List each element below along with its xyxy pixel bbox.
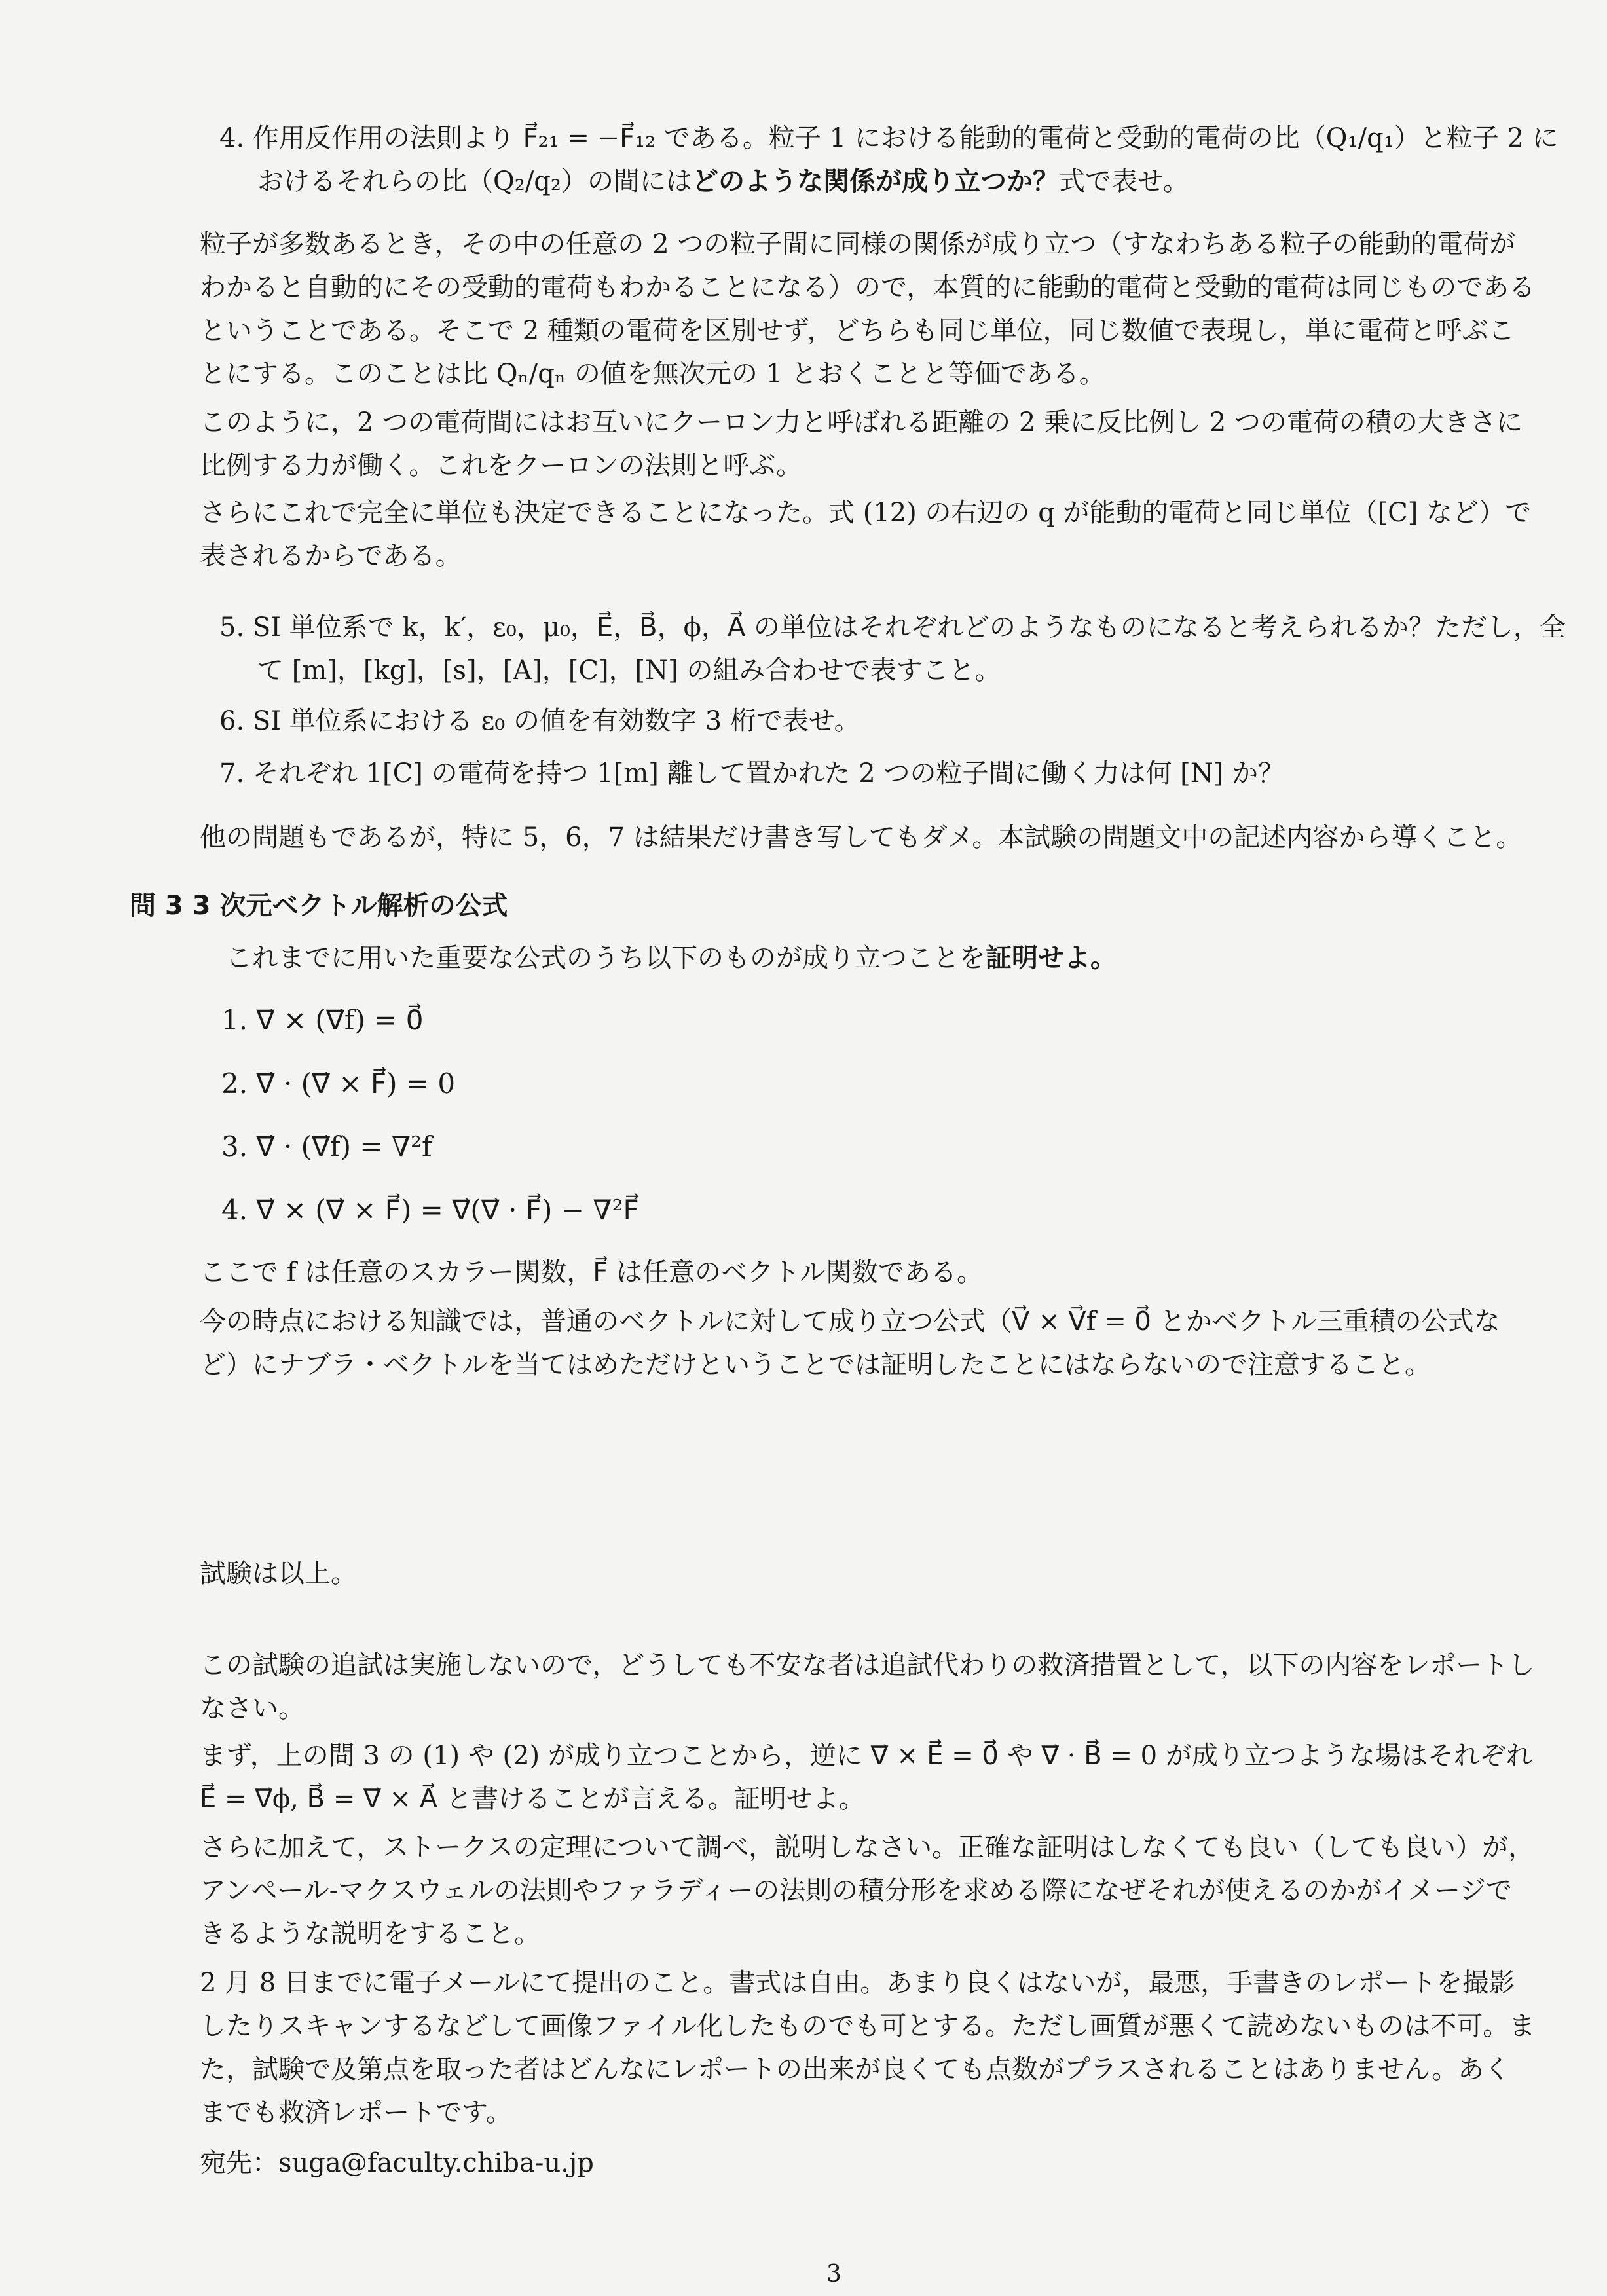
formula-4: 4. ∇⃗ × (∇⃗ × F⃗) = ∇⃗(∇⃗ · F⃗) − ∇²F⃗ bbox=[221, 1194, 639, 1226]
item-4-text-end: 式で表せ。 bbox=[1058, 166, 1189, 196]
formula-caution: 今の時点における知識では，普通のベクトルに対して成り立つ公式（V⃗ × V⃗f = 0⃗ とかベクトル三重積の公式など）にナブラ・ベクトルを当てはめただけということでは証明したことにはならないので注意すること。 bbox=[200, 1306, 1500, 1380]
question-3-title: 問 3 3 次元ベクトル解析の公式 bbox=[130, 891, 508, 921]
note-derivation: 他の問題もであるが，特に 5，6，7 は結果だけ書き写してもダメ。本試験の問題文中の記述内容から導くこと。 bbox=[200, 823, 1523, 853]
formula-1: 1. ∇⃗ × (∇⃗f) = 0⃗ bbox=[221, 1004, 424, 1036]
intro-text: これまでに用いた重要な公式のうち以下のものが成り立つことを bbox=[226, 943, 986, 973]
formula-3: 3. ∇⃗ · (∇⃗f) = ∇²f bbox=[221, 1130, 432, 1162]
intro-emphasis: 証明せよ。 bbox=[986, 943, 1117, 973]
email-address: 宛先：suga@faculty.chiba-u.jp bbox=[200, 2148, 594, 2178]
question-2-item-6: 6. SI 単位系における ε₀ の値を有効数字 3 桁で表せ。 bbox=[219, 706, 860, 736]
report-task-stokes: さらに加えて，ストークスの定理について調べ，説明しなさい。正確な証明はしなくても良い（しても良い）が，アンペール-マクスウェルの法則やファラディーの法則の積分形を求める際になぜそれが使えるのかがイメージできるような説明をすること。 bbox=[200, 1832, 1534, 1949]
question-3-intro bbox=[226, 936, 1117, 980]
paragraph-units: さらにこれで完全に単位も決定できることになった。式 (12) の右辺の q が能動的電荷と同じ単位（[C] など）で表されるからである。 bbox=[200, 498, 1532, 571]
report-submission: 2 月 8 日までに電子メールにて提出のこと。書式は自由。あまり良くはないが，最悪，手書きのレポートを撮影したりスキャンするなどして画像ファイル化したものでも可とする。ただし画質が悪くて読めないものは不可。また，試験で及第点を取った者はどんなにレポートの出来が良くても点数がプラスされることはありません。あくまでも救済レポートです。 bbox=[200, 1968, 1536, 2128]
question-2-item-5: 5. SI 単位系で k，k′，ε₀，μ₀，E⃗，B⃗，ϕ，A⃗ の単位はそれぞれどのようなものになると考えられるか？ただし，全て [m]，[kg]，[s]，[A]，[C]，[N] の組み合わせで表すこと。 bbox=[219, 612, 1566, 686]
formula-definitions: ここで f は任意のスカラー関数，F⃗ は任意のベクトル関数である。 bbox=[200, 1257, 983, 1287]
paragraph-charge-equivalence: 粒子が多数あるとき，その中の任意の 2 つの粒子間に同様の関係が成り立つ（すなわちある粒子の能動的電荷がわかると自動的にその受動的電荷もわかることになる）ので，本質的に能動的電荷と受動的電荷は同じものであるということである。そこで 2 種類の電荷を区別せず，どちらも同じ単位，同じ数値で表現し，単に電荷と呼ぶことにする。このことは比 Qₙ/qₙ の値を無次元の 1 とおくことと等価である。 bbox=[200, 229, 1536, 389]
page-number: 3 bbox=[826, 2261, 841, 2287]
makeup-notice: この試験の追試は実施しないので，どうしても不安な者は追試代わりの救済措置として，以下の内容をレポートしなさい。 bbox=[200, 1650, 1535, 1724]
question-2-item-4 bbox=[219, 117, 1574, 203]
exam-end: 試験は以上。 bbox=[200, 1559, 357, 1589]
formula-2: 2. ∇⃗ · (∇⃗ × F⃗) = 0 bbox=[221, 1067, 456, 1100]
question-2-item-7: 7. それぞれ 1[C] の電荷を持つ 1[m] 離して置かれた 2 つの粒子間に働く力は何 [N] か？ bbox=[219, 758, 1285, 788]
item-4-emphasis: どのような関係が成り立つか？ bbox=[692, 166, 1059, 196]
report-task-proof: まず，上の問 3 の (1) や (2) が成り立つことから，逆に ∇⃗ × E⃗ = 0⃗ や ∇⃗ · B⃗ = 0 が成り立つような場はそれぞれ E⃗ = ∇⃗ϕ, B⃗ = ∇⃗ × A⃗ と書けることが言える。証明せよ。 bbox=[200, 1741, 1532, 1814]
paragraph-coulomb-law: このように，2 つの電荷間にはお互いにクーロン力と呼ばれる距離の 2 乗に反比例し 2 つの電荷の積の大きさに比例する力が働く。これをクーロンの法則と呼ぶ。 bbox=[200, 407, 1523, 481]
item-4-text: 4. 作用反作用の法則より F⃗₂₁ = −F⃗₁₂ である。粒子 1 における能動的電荷と受動的電荷の比（Q₁/q₁）と粒子 2 におけるそれらの比（Q₂/q₂）の間には bbox=[219, 123, 1559, 196]
